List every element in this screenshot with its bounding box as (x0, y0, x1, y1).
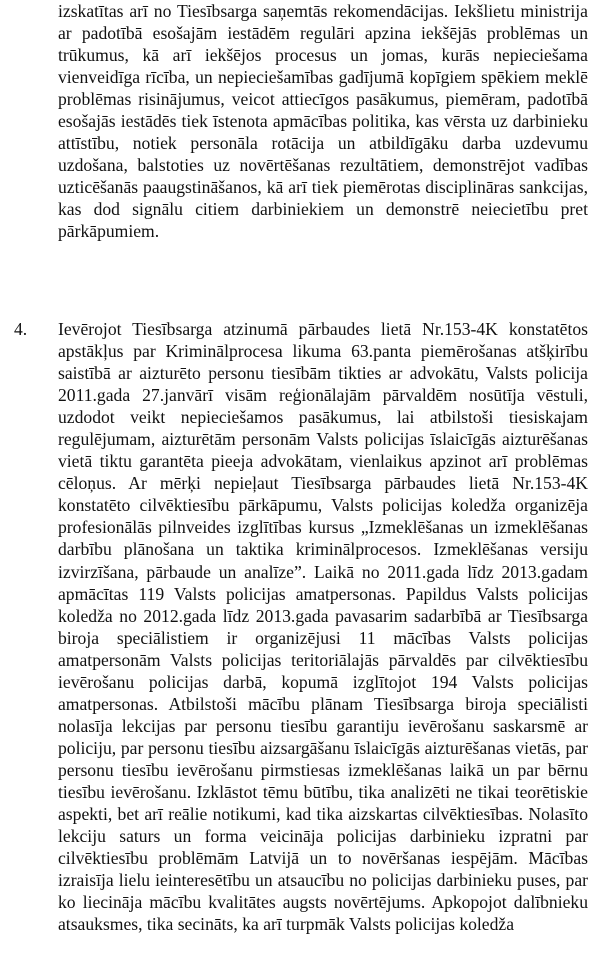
item-number: 4. (14, 319, 28, 339)
item-paragraph: Ievērojot Tiesībsarga atzinumā pārbaudes lietā Nr.153-4K konstatētos apstākļus par Kriminālprocesa likuma 63.panta piemērošanas atšķirību saistībā ar aizturēto personu tiesībām tikties ar advokātu, Valsts policija 2011.gada 27.janvārī visām reģionālajām pārvaldēm nosūtīja vēstuli, uzdodot veikt nepieciešamos pasākumus, lai atbilstoši tiesiskajam regulējumam, aizturētām personām Valsts policijas īslaicīgās aizturēšanas vietā tiktu garantēta pieeja advokātam, vienlaikus apzinot arī problēmas cēloņus. Ar mērķi nepieļaut Tiesībsarga pārbaudes lietā Nr.153-4K konstatēto cilvēktiesību pārkāpumu, Valsts policijas koledža organizēja profesionālās pilnveides izglītības kursus „Izmeklēšanas un izmeklēšanas darbību plānošana un taktika kriminālprocesos. Izmeklēšanas versiju izvirzīšana, pārbaude un analīze”. Laikā no 2011.gada līdz 2013.gadam apmācītas 119 Valsts policijas amatpersonas. Papildus Valsts policijas koledža no 2012.gada līdz 2013.gada pavasarim sadarbībā ar Tiesībsarga biroja speciālistiem ir organizējusi 11 mācības Valsts policijas amatpersonām Valsts policijas teritoriālajās pārvaldēs par cilvēktiesību ievērošanu policijas darbā, kopumā izglītojot 194 Valsts policijas amatpersonas. Atbilstoši mācību plānam Tiesībsarga biroja speciālisti nolasīja lekcijas par personu tiesību garantiju ievērošanu saskarsmē ar policiju, par personu tiesību aizsargāšanu īslaicīgās aizturēšanas vietās, par personu tiesību ievērošanu pirmstiesas izmeklēšanas laikā un par bērnu tiesību ievērošanu. Izklāstot tēmu būtību, tika analizēti ne tikai teorētiskie aspekti, bet arī reālie notikumi, kad tika aizskartas cilvēktiesības. Nolasīto lekciju saturs un forma veicināja policijas darbinieku izpratni par cilvēktiesību problēmām Latvijā un to novēršanas iespējām. Mācības izraisīja lielu ieinteresētību un atsaucību no policijas darbinieku puses, par ko liecināja mācību kvalitātes augsts novērtējums. Apkopojot dalībnieku atsauksmes, tika secināts, ka arī turpmāk Valsts policijas koledža (58, 319, 588, 935)
continued-paragraph: izskatītas arī no Tiesībsarga saņemtās rekomendācijas. Iekšlietu ministrija ar padotībā esošajām iestādēm regulāri apzina iekšējās problēmas un trūkumus, kā arī iekšējos procesus un jomas, kurās nepieciešama vienveidīga rīcība, un nepieciešamības gadījumā kopīgiem spēkiem meklē problēmas risinājumus, veicot attiecīgos pasākumus, piemēram, padotībā esošajās iestādēs tiek īstenota apmācības politika, kas vērsta uz darbinieku attīstību, notiek personāla rotācija un atbildīgāku darba uzdevumu uzdošana, balstoties uz novērtēšanas rezultātiem, demonstrējot vadības uzticēšanās paaugstināšanos, kā arī tiek piemērotas disciplināras sankcijas, kas dod signālu citiem darbiniekiem un demonstrē neiecietību pret pārkāpumiem. (58, 1, 588, 242)
